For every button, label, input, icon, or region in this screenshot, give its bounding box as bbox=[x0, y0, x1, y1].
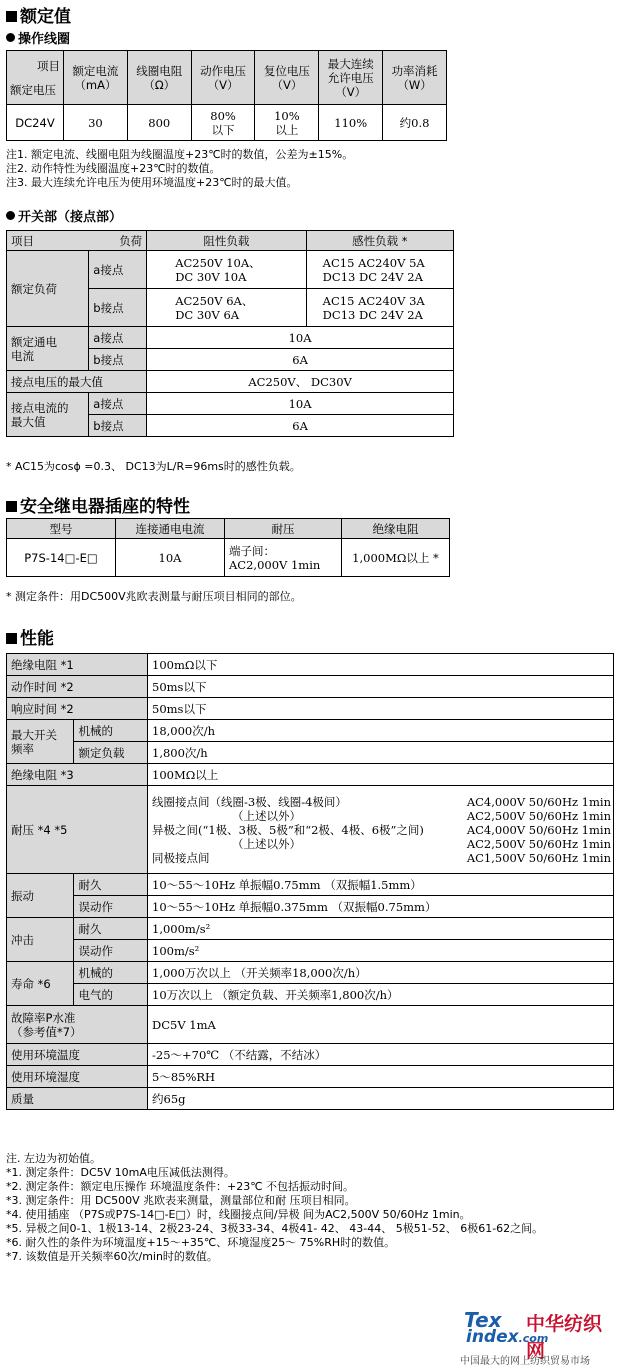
socket-table bbox=[6, 518, 450, 577]
withstand-row: （上述以外） AC2,500V 50/60Hz 1min bbox=[232, 808, 611, 823]
coil-cell: 约0.8 bbox=[383, 105, 447, 141]
perf-value: 50ms以下 bbox=[148, 676, 614, 698]
logo-index: index.com bbox=[466, 1327, 549, 1347]
note-line: *1. 测定条件：DC5V 10mA电压减低法测得。 bbox=[6, 1166, 235, 1179]
perf-value: 10～55～10Hz 单振幅0.375mm （双振幅0.75mm） bbox=[148, 896, 614, 918]
dot-bullet-icon bbox=[6, 33, 15, 42]
max-current-b-value: 6A bbox=[147, 415, 454, 437]
perf-value: 5～85%RH bbox=[148, 1066, 614, 1088]
dot-bullet-icon bbox=[6, 211, 15, 220]
note-line: 注1. 额定电流、线圈电阻为线圈温度+23℃时的数值，公差为±15%。 bbox=[6, 148, 354, 161]
perf-sublabel: 耐久 bbox=[74, 918, 148, 940]
texindex-logo bbox=[460, 1308, 618, 1368]
socket-cell: 端子间： AC2,000V 1min bbox=[225, 539, 342, 577]
socket-cell: 1,000MΩ以上 * bbox=[342, 539, 450, 577]
note-line: 注. 左边为初始值。 bbox=[6, 1152, 101, 1165]
withstand-row: 同极接点间 AC1,500V 50/60Hz 1min bbox=[152, 850, 611, 865]
coil-cell: DC24V bbox=[7, 105, 64, 141]
max-voltage-value: AC250V、 DC30V bbox=[147, 371, 454, 393]
coil-header: 额定电流 （mA） bbox=[64, 51, 128, 105]
perf-label: 质量 bbox=[7, 1088, 148, 1110]
performance-title: 性能 bbox=[6, 624, 54, 649]
note-line: 注2. 动作特性为线圈温度+23℃时的数值。 bbox=[6, 162, 221, 175]
a-contact-label: a接点 bbox=[89, 393, 147, 415]
perf-label: 冲击 bbox=[7, 918, 74, 962]
a-contact-label: a接点 bbox=[89, 251, 147, 289]
perf-label: 绝缘电阻 *1 bbox=[7, 654, 148, 676]
perf-label: 动作时间 *2 bbox=[7, 676, 148, 698]
perf-sublabel: 误动作 bbox=[74, 896, 148, 918]
b-contact-label: b接点 bbox=[89, 349, 147, 371]
square-bullet-icon bbox=[6, 501, 17, 512]
perf-value: 约65g bbox=[148, 1088, 614, 1110]
coil-cell: 30 bbox=[64, 105, 128, 141]
perf-label: 振动 bbox=[7, 874, 74, 918]
logo-tex: Tex bbox=[464, 1308, 502, 1332]
perf-label: 使用环境湿度 bbox=[7, 1066, 148, 1088]
withstand-row: 线圈接点间（线圈-3极、线圈-4极间） AC4,000V 50/60Hz 1min bbox=[152, 794, 611, 809]
rated-load-label: 额定负荷 bbox=[7, 251, 89, 327]
socket-cell: 10A bbox=[116, 539, 225, 577]
perf-sublabel: 误动作 bbox=[74, 940, 148, 962]
max-voltage-label: 接点电压的最大值 bbox=[7, 371, 147, 393]
perf-sublabel: 机械的 bbox=[74, 962, 148, 984]
socket-note: * 测定条件：用DC500V兆欧表测量与耐压项目相同的部位。 bbox=[6, 590, 302, 603]
perf-value: DC5V 1mA bbox=[148, 1006, 614, 1044]
perf-label: 绝缘电阻 *3 bbox=[7, 764, 148, 786]
perf-value: 100MΩ以上 bbox=[148, 764, 614, 786]
a-res-value: AC250V 10A、 DC 30V 10A bbox=[147, 251, 306, 289]
withstand-row: （上述以外） AC2,500V 50/60Hz 1min bbox=[232, 836, 611, 851]
perf-label: 响应时间 *2 bbox=[7, 698, 148, 720]
perf-sublabel: 电气的 bbox=[74, 984, 148, 1006]
note-line: 注3. 最大连续允许电压为使用环境温度+23℃时的最大值。 bbox=[6, 176, 298, 189]
perf-value: 10～55～10Hz 单振幅0.75mm （双振幅1.5mm） bbox=[148, 874, 614, 896]
switch-note: * AC15为cosϕ =0.3、 DC13为L/R=96ms时的感性负载。 bbox=[6, 460, 301, 473]
perf-value: 100mΩ以下 bbox=[148, 654, 614, 676]
coil-header: 最大连续 允许电压 （V） bbox=[319, 51, 383, 105]
switch-table bbox=[6, 230, 454, 437]
square-bullet-icon bbox=[6, 11, 17, 22]
switch-header-ind: 感性负载 * bbox=[306, 231, 453, 251]
logo-tagline: 中国最大的网上纺织贸易市场 bbox=[460, 1356, 590, 1367]
carry-current-label: 额定通电 电流 bbox=[7, 327, 89, 371]
max-current-label: 接点电流的 最大值 bbox=[7, 393, 89, 437]
logo-cn: 中华纺织网 bbox=[526, 1313, 603, 1362]
coil-notes bbox=[6, 148, 353, 190]
note-line: *4. 使用插座 （P7S或P7S-14□-E□）时，线圈接点间/异极 间为AC2,500V 50/60Hz 1min。 bbox=[6, 1208, 471, 1221]
switch-title: 开关部（接点部） bbox=[6, 206, 122, 225]
b-ind-value: AC15 AC240V 3A DC13 DC 24V 2A bbox=[306, 289, 453, 327]
note-line: *5. 异极之间0-1、1极13-14、2极23-24、3极33-34、4极41- 42、 43-44、 5极51-52、 6极61-62之间。 bbox=[6, 1222, 544, 1235]
socket-header: 连接通电电流 bbox=[116, 519, 225, 539]
performance-table bbox=[6, 653, 614, 1110]
socket-title: 安全继电器插座的特性 bbox=[6, 492, 190, 517]
switch-corner: 项目 负荷 bbox=[7, 231, 147, 251]
socket-header: 型号 bbox=[7, 519, 116, 539]
withstand-row: 异极之间(“1极、3极、5极”和“2极、4极、6极”之间) AC4,000V 50/60Hz 1min bbox=[152, 822, 611, 837]
perf-sublabel: 机械的 bbox=[74, 720, 148, 742]
perf-value: 1,800次/h bbox=[148, 742, 614, 764]
perf-value: 1,000m/s² bbox=[148, 918, 614, 940]
note-line: *7. 该数值是开关频率60次/min时的数值。 bbox=[6, 1250, 218, 1263]
note-line: *6. 耐久性的条件为环境温度+15～+35℃、环境湿度25～ 75%RH时的数值。 bbox=[6, 1236, 396, 1249]
coil-header: 动作电压 （V） bbox=[191, 51, 255, 105]
perf-label: 故障率P水准 （参考值*7） bbox=[7, 1006, 148, 1044]
carry-b-value: 6A bbox=[147, 349, 454, 371]
coil-cell: 110% bbox=[319, 105, 383, 141]
coil-table bbox=[6, 50, 447, 141]
max-current-a-value: 10A bbox=[147, 393, 454, 415]
perf-value: -25～+70℃ （不结露，不结冰） bbox=[148, 1044, 614, 1066]
coil-header: 线圈电阻 （Ω） bbox=[127, 51, 191, 105]
a-ind-value: AC15 AC240V 5A DC13 DC 24V 2A bbox=[306, 251, 453, 289]
square-bullet-icon bbox=[6, 633, 17, 644]
perf-label: 寿命 *6 bbox=[7, 962, 74, 1006]
perf-label: 最大开关 频率 bbox=[7, 720, 74, 764]
coil-header: 功率消耗 （W） bbox=[383, 51, 447, 105]
coil-cell: 800 bbox=[127, 105, 191, 141]
coil-cell: 80% 以下 bbox=[191, 105, 255, 141]
perf-value: 50ms以下 bbox=[148, 698, 614, 720]
switch-header-res: 阻性负载 bbox=[147, 231, 306, 251]
perf-value: 18,000次/h bbox=[148, 720, 614, 742]
withstand-values bbox=[148, 786, 614, 874]
note-line: *3. 测定条件：用 DC500V 兆欧表来测量，测量部位和耐 压项目相同。 bbox=[6, 1194, 356, 1207]
b-contact-label: b接点 bbox=[89, 289, 147, 327]
note-line: *2. 测定条件：额定电压操作 环境温度条件：+23℃ 不包括振动时间。 bbox=[6, 1180, 355, 1193]
socket-header: 耐压 bbox=[225, 519, 342, 539]
b-contact-label: b接点 bbox=[89, 415, 147, 437]
coil-corner: 项目 额定电压 bbox=[7, 51, 64, 105]
coil-title: 操作线圈 bbox=[6, 28, 70, 47]
performance-notes bbox=[6, 1152, 544, 1264]
ratings-title: 额定值 bbox=[6, 2, 71, 27]
socket-header: 绝缘电阻 bbox=[342, 519, 450, 539]
perf-sublabel: 耐久 bbox=[74, 874, 148, 896]
coil-header: 复位电压 （V） bbox=[255, 51, 319, 105]
perf-label: 耐压 *4 *5 bbox=[7, 786, 148, 874]
b-res-value: AC250V 6A、 DC 30V 6A bbox=[147, 289, 306, 327]
coil-cell: 10% 以上 bbox=[255, 105, 319, 141]
perf-value: 10万次以上 （额定负载、开关频率1,800次/h） bbox=[148, 984, 614, 1006]
perf-value: 100m/s² bbox=[148, 940, 614, 962]
perf-sublabel: 额定负载 bbox=[74, 742, 148, 764]
carry-a-value: 10A bbox=[147, 327, 454, 349]
socket-cell: P7S-14□-E□ bbox=[7, 539, 116, 577]
perf-label: 使用环境温度 bbox=[7, 1044, 148, 1066]
perf-value: 1,000万次以上 （开关频率18,000次/h） bbox=[148, 962, 614, 984]
a-contact-label: a接点 bbox=[89, 327, 147, 349]
